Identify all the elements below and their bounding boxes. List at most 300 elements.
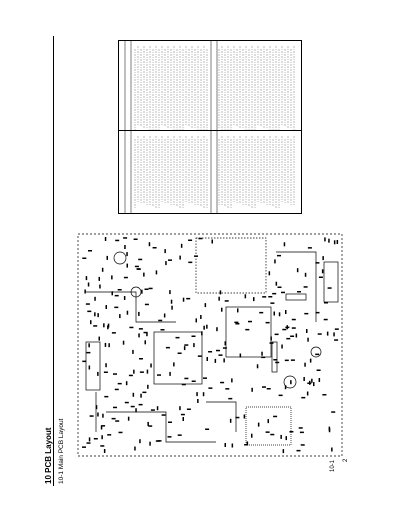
pcb-component — [253, 297, 255, 301]
pcb-component — [138, 259, 142, 261]
pcb-component — [126, 252, 128, 256]
pcb-component — [297, 450, 301, 452]
pcb-component — [165, 261, 167, 265]
pcb-component — [286, 338, 290, 340]
pcb-component — [245, 294, 247, 298]
pcb-component — [89, 437, 91, 441]
pcb-component — [203, 326, 205, 330]
pcb-component — [307, 383, 311, 385]
pcb-component — [171, 300, 173, 304]
pcb-component — [311, 379, 313, 383]
pcb-component — [124, 296, 126, 300]
pcb-component — [188, 240, 192, 242]
pcb-component — [104, 372, 108, 374]
pcb-component — [179, 256, 181, 260]
pcb-component — [138, 333, 140, 337]
pcb-component — [319, 277, 323, 279]
pcb-component — [99, 277, 101, 281]
ic-large-top — [196, 238, 266, 293]
pcb-component — [275, 334, 279, 336]
pcb-component — [88, 250, 92, 252]
pcb-component — [235, 417, 239, 419]
connector-top-right — [286, 294, 306, 300]
pcb-component — [200, 315, 202, 319]
pcb-component — [115, 295, 119, 297]
pcb-component — [322, 269, 324, 273]
pcb-component — [274, 312, 276, 316]
pcb-component — [82, 361, 86, 363]
pcb-component — [104, 396, 108, 398]
pcb-component — [169, 290, 171, 294]
pcb-component — [133, 393, 135, 397]
pcb-component — [134, 239, 138, 241]
pcb-component — [173, 362, 175, 366]
pcb-component — [319, 378, 321, 382]
pcb-component — [333, 332, 335, 336]
pcb-component — [137, 268, 141, 270]
pcb-component — [327, 332, 329, 336]
pcb-component — [284, 242, 286, 246]
table-grid-lower — [119, 131, 301, 213]
pcb-component — [138, 312, 140, 316]
pcb-component — [322, 394, 326, 396]
pcb-component — [198, 238, 202, 240]
pcb-component — [225, 341, 227, 345]
pcb-component — [251, 434, 253, 438]
pcb-component — [231, 378, 233, 382]
pcb-component — [87, 311, 91, 313]
pcb-component — [157, 374, 161, 376]
pcb-component — [285, 360, 289, 362]
pcb-component — [192, 381, 196, 383]
pcb-component — [139, 439, 141, 443]
pcb-component — [230, 419, 232, 423]
pcb-component — [184, 378, 188, 380]
pcb-component — [148, 425, 152, 427]
pcb-component — [151, 409, 155, 411]
pcb-component — [251, 388, 253, 392]
pcb-component — [300, 432, 304, 434]
pcb-component — [318, 333, 322, 335]
pcb-component — [215, 359, 217, 363]
pcb-component — [176, 337, 180, 339]
pcb-component — [280, 435, 282, 439]
pcb-component — [179, 406, 181, 410]
pcb-component — [262, 386, 266, 388]
pcb-component — [107, 434, 111, 436]
pcb-component — [156, 440, 160, 442]
pcb-component — [134, 447, 136, 451]
pcb-component — [268, 296, 272, 298]
pcb-component — [139, 404, 143, 406]
pcb-component — [126, 381, 128, 385]
pcb-component — [82, 446, 86, 448]
pcb-component — [105, 363, 107, 367]
pcb-component — [316, 312, 320, 314]
pcb-component — [89, 366, 91, 370]
pcb-component — [183, 417, 185, 421]
pcb-component — [166, 347, 170, 349]
pcb-component — [270, 337, 272, 341]
pcb-component — [113, 407, 117, 409]
pcb-component — [281, 292, 285, 294]
pcb-component — [194, 255, 198, 257]
pcb-component — [142, 392, 146, 394]
pcb-component — [113, 373, 117, 375]
pcb-component — [101, 435, 103, 439]
pcb-component — [192, 336, 196, 338]
pcb-component — [289, 431, 293, 433]
pcb-component — [328, 287, 332, 289]
pcb-component — [96, 405, 98, 409]
pcb-component — [184, 344, 188, 346]
pcb-component — [285, 327, 289, 329]
pcb-component — [123, 341, 125, 345]
pcb-component — [135, 266, 139, 268]
pcb-component — [331, 411, 335, 413]
pcb-component — [108, 343, 110, 347]
pcb-component — [279, 395, 283, 397]
pcb-component — [281, 345, 283, 349]
pcb-component — [335, 328, 339, 330]
pcb-component — [149, 288, 153, 290]
pcb-component — [268, 419, 270, 423]
pcb-component — [105, 237, 107, 241]
pcb-component — [207, 357, 209, 361]
pcb-component — [168, 436, 172, 438]
pcb-component — [292, 327, 296, 329]
pcb-component — [269, 271, 271, 275]
pcb-component — [129, 327, 133, 329]
pcb-component — [102, 414, 104, 418]
pcb-component — [168, 259, 172, 261]
pcb-component — [225, 300, 229, 302]
pcb-component — [299, 427, 303, 429]
pcb-component — [208, 387, 212, 389]
table-grid-upper — [119, 41, 301, 137]
pcb-component — [88, 343, 90, 347]
pcb-component — [203, 377, 207, 379]
pcb-component — [135, 408, 137, 412]
connector-left — [86, 342, 100, 390]
pcb-component — [212, 240, 214, 244]
pcb-component — [297, 291, 301, 293]
pcb-component — [331, 448, 333, 452]
pcb-component — [328, 239, 330, 243]
pcb-component — [220, 382, 224, 384]
pcb-component — [178, 434, 182, 436]
pcb-component — [115, 240, 119, 242]
pcb-component — [290, 380, 292, 384]
pcb-component — [119, 432, 123, 434]
pcb-component — [90, 415, 94, 417]
pcb-component — [93, 325, 97, 327]
pcb-component — [84, 290, 86, 294]
pcb-component — [308, 247, 312, 249]
pcb-component — [131, 406, 135, 408]
pcb-component — [198, 355, 202, 357]
pcb-component — [240, 354, 242, 358]
pcb-component — [127, 311, 129, 315]
pcb-component — [291, 359, 295, 361]
part-round-4 — [311, 347, 321, 357]
pcb-component — [322, 256, 324, 260]
pcb-component — [279, 312, 281, 316]
pcb-component — [102, 268, 104, 272]
pcb-component — [124, 277, 128, 279]
subsection-title: 10-1 Main PCB Layout — [58, 418, 65, 484]
section-title: 10 PCB Layout — [44, 427, 53, 484]
pcb-component — [272, 293, 276, 295]
pcb-component — [182, 384, 186, 386]
pcb-component — [97, 372, 99, 376]
pcb-component — [188, 262, 192, 264]
pcb-component — [220, 290, 222, 294]
pcb-component — [94, 297, 96, 301]
pcb-component — [296, 334, 298, 338]
pcb-component — [257, 364, 259, 368]
pcb-component — [112, 418, 116, 420]
pcb-component — [127, 264, 129, 268]
pcb-component — [168, 422, 172, 424]
pcb-component — [334, 240, 336, 244]
pcb-component — [164, 314, 166, 318]
pcb-component — [145, 304, 149, 306]
pcb-component — [105, 343, 107, 347]
pcb-component — [125, 402, 129, 404]
pcb-component — [153, 247, 157, 249]
pcb-component — [129, 375, 133, 377]
pcb-component — [282, 329, 286, 331]
pcb-component — [273, 416, 277, 418]
pcb-component — [140, 394, 142, 398]
pcb-component — [334, 339, 338, 341]
pcb-component — [248, 321, 252, 323]
pcb-component — [82, 258, 86, 260]
pcb-component — [87, 442, 91, 444]
pcb-component — [94, 312, 96, 316]
pcb-component — [208, 351, 212, 353]
pcb-component — [216, 327, 218, 331]
pcb-component — [221, 308, 223, 312]
pcb-component — [157, 406, 159, 410]
pcb-component — [149, 442, 151, 446]
pcb-component — [219, 354, 223, 356]
pcb-component — [261, 352, 263, 356]
connector-strip — [272, 342, 277, 372]
pcb-component — [292, 319, 296, 321]
pcb-component — [216, 350, 220, 352]
pcb-component — [303, 377, 305, 381]
ic-main — [154, 332, 202, 384]
pcb-component — [86, 303, 90, 305]
pcb-component — [245, 329, 249, 331]
pcb-component — [324, 302, 328, 304]
pcb-component — [133, 370, 135, 374]
pcb-component — [150, 364, 152, 368]
pcb-component — [101, 426, 103, 430]
pcb-component — [115, 389, 119, 391]
pcb-component — [313, 382, 315, 386]
pcb-component — [103, 323, 105, 327]
pcb-component — [149, 242, 151, 246]
pcb-component — [228, 398, 232, 400]
pcb-component — [225, 388, 229, 390]
pcb-component — [97, 413, 99, 417]
component-table-upper — [118, 40, 302, 138]
pcb-component — [285, 385, 287, 389]
pcb-component — [223, 358, 225, 362]
pcb-component — [107, 256, 109, 260]
page-number: 10-1 — [330, 459, 336, 472]
left-divider-rule — [53, 36, 54, 486]
pcb-component — [193, 343, 195, 347]
pcb-component — [244, 444, 248, 446]
pcb-component — [270, 434, 274, 436]
pcb-component — [143, 273, 145, 277]
pcb-component — [187, 409, 191, 411]
pcb-component — [324, 319, 328, 321]
pcb-component — [141, 290, 143, 294]
pcb-component — [156, 270, 158, 274]
pcb-component — [205, 303, 207, 307]
pcb-component — [119, 314, 121, 318]
pcb-component — [297, 268, 299, 272]
pcb-component — [158, 320, 162, 322]
pcb-component — [235, 323, 239, 325]
pcb-component — [273, 359, 277, 361]
pcb-component — [88, 283, 90, 287]
pcb-component — [283, 449, 285, 453]
pcb-component — [139, 358, 143, 360]
pcb-component — [178, 353, 182, 355]
pcb-component — [232, 444, 234, 448]
pcb-component — [181, 244, 183, 248]
pcb-component — [169, 372, 171, 376]
pcb-component — [86, 276, 88, 280]
pcb-component — [112, 332, 116, 334]
pcb-component — [146, 332, 148, 336]
pcb-component — [301, 397, 305, 399]
pcb-component — [277, 255, 281, 257]
pcb-component — [307, 338, 309, 342]
pcb-component — [315, 354, 319, 356]
pcb-component — [161, 329, 165, 331]
pcb-component — [258, 423, 260, 427]
pcb-component — [244, 415, 246, 419]
pcb-component — [145, 289, 149, 291]
pcb-component — [290, 336, 294, 338]
pcb-component — [183, 298, 185, 302]
pcb-component — [337, 240, 339, 244]
pcb-component — [223, 347, 227, 349]
pcb-component — [196, 392, 198, 396]
pcb-component — [324, 237, 326, 241]
pcb-layout-drawing — [76, 232, 344, 458]
pcb-component — [147, 422, 149, 426]
connector-right — [324, 262, 338, 302]
ic-bottom — [246, 407, 291, 445]
pcb-component — [261, 357, 265, 359]
pcb-component — [315, 262, 319, 264]
pcb-component — [140, 371, 144, 373]
pcb-component — [218, 297, 220, 301]
pcb-component — [197, 399, 199, 403]
pcb-component — [259, 312, 263, 314]
component-table-lower — [118, 130, 302, 214]
pcb-component — [305, 273, 307, 277]
page-mark: 2 — [343, 458, 349, 462]
pcb-component — [276, 282, 278, 286]
pcb-component — [123, 237, 127, 239]
pcb-component — [145, 340, 147, 344]
pcb-component — [225, 443, 227, 447]
pcb-component — [132, 350, 134, 354]
pcb-component — [234, 322, 238, 324]
pcb-component — [115, 420, 119, 422]
pcb-component — [106, 305, 108, 309]
pcb-component — [99, 285, 101, 289]
pcb-component — [100, 445, 104, 447]
pcb-component — [124, 245, 126, 249]
pcb-component — [104, 449, 106, 453]
pcb-component — [99, 337, 101, 341]
pcb-component — [304, 313, 308, 315]
pcb-component — [162, 414, 166, 416]
pcb-component — [205, 429, 209, 431]
pcb-component — [203, 392, 205, 396]
pcb-component — [201, 331, 203, 335]
pcb-component — [118, 289, 122, 291]
pcb-component — [94, 438, 98, 440]
pcb-component — [301, 444, 305, 446]
pcb-component — [114, 307, 118, 309]
pcb-component — [147, 370, 149, 374]
pcb-component — [266, 431, 270, 433]
pcb-component — [304, 286, 308, 288]
pcb-component — [111, 275, 113, 279]
pcb-component — [262, 296, 266, 298]
pcb-component — [306, 329, 308, 333]
part-round-1 — [114, 252, 126, 264]
pcb-component — [267, 388, 271, 390]
pcb-component — [266, 322, 270, 324]
pcb-component — [275, 362, 279, 364]
pcb-component — [196, 318, 198, 322]
pcb-component — [310, 359, 312, 363]
pcb-component — [107, 325, 109, 329]
pcb-component — [274, 259, 276, 263]
board-outline — [78, 234, 342, 456]
pcb-component — [112, 291, 114, 295]
pcb-component — [90, 320, 92, 324]
pcb-component — [181, 414, 185, 416]
ic-secondary — [226, 307, 271, 357]
pcb-component — [317, 370, 321, 372]
pcb-component — [118, 383, 122, 385]
pcb-component — [237, 308, 239, 312]
pcb-component — [171, 306, 173, 310]
pcb-component — [139, 328, 143, 330]
pcb-component — [285, 310, 287, 314]
pcb-component — [164, 249, 166, 253]
pcb-component — [86, 352, 90, 354]
pcb-component — [270, 302, 274, 304]
pcb-component — [147, 385, 149, 389]
pcb-component — [329, 428, 331, 432]
pcb-component — [186, 298, 190, 300]
pcb-component — [97, 313, 99, 317]
